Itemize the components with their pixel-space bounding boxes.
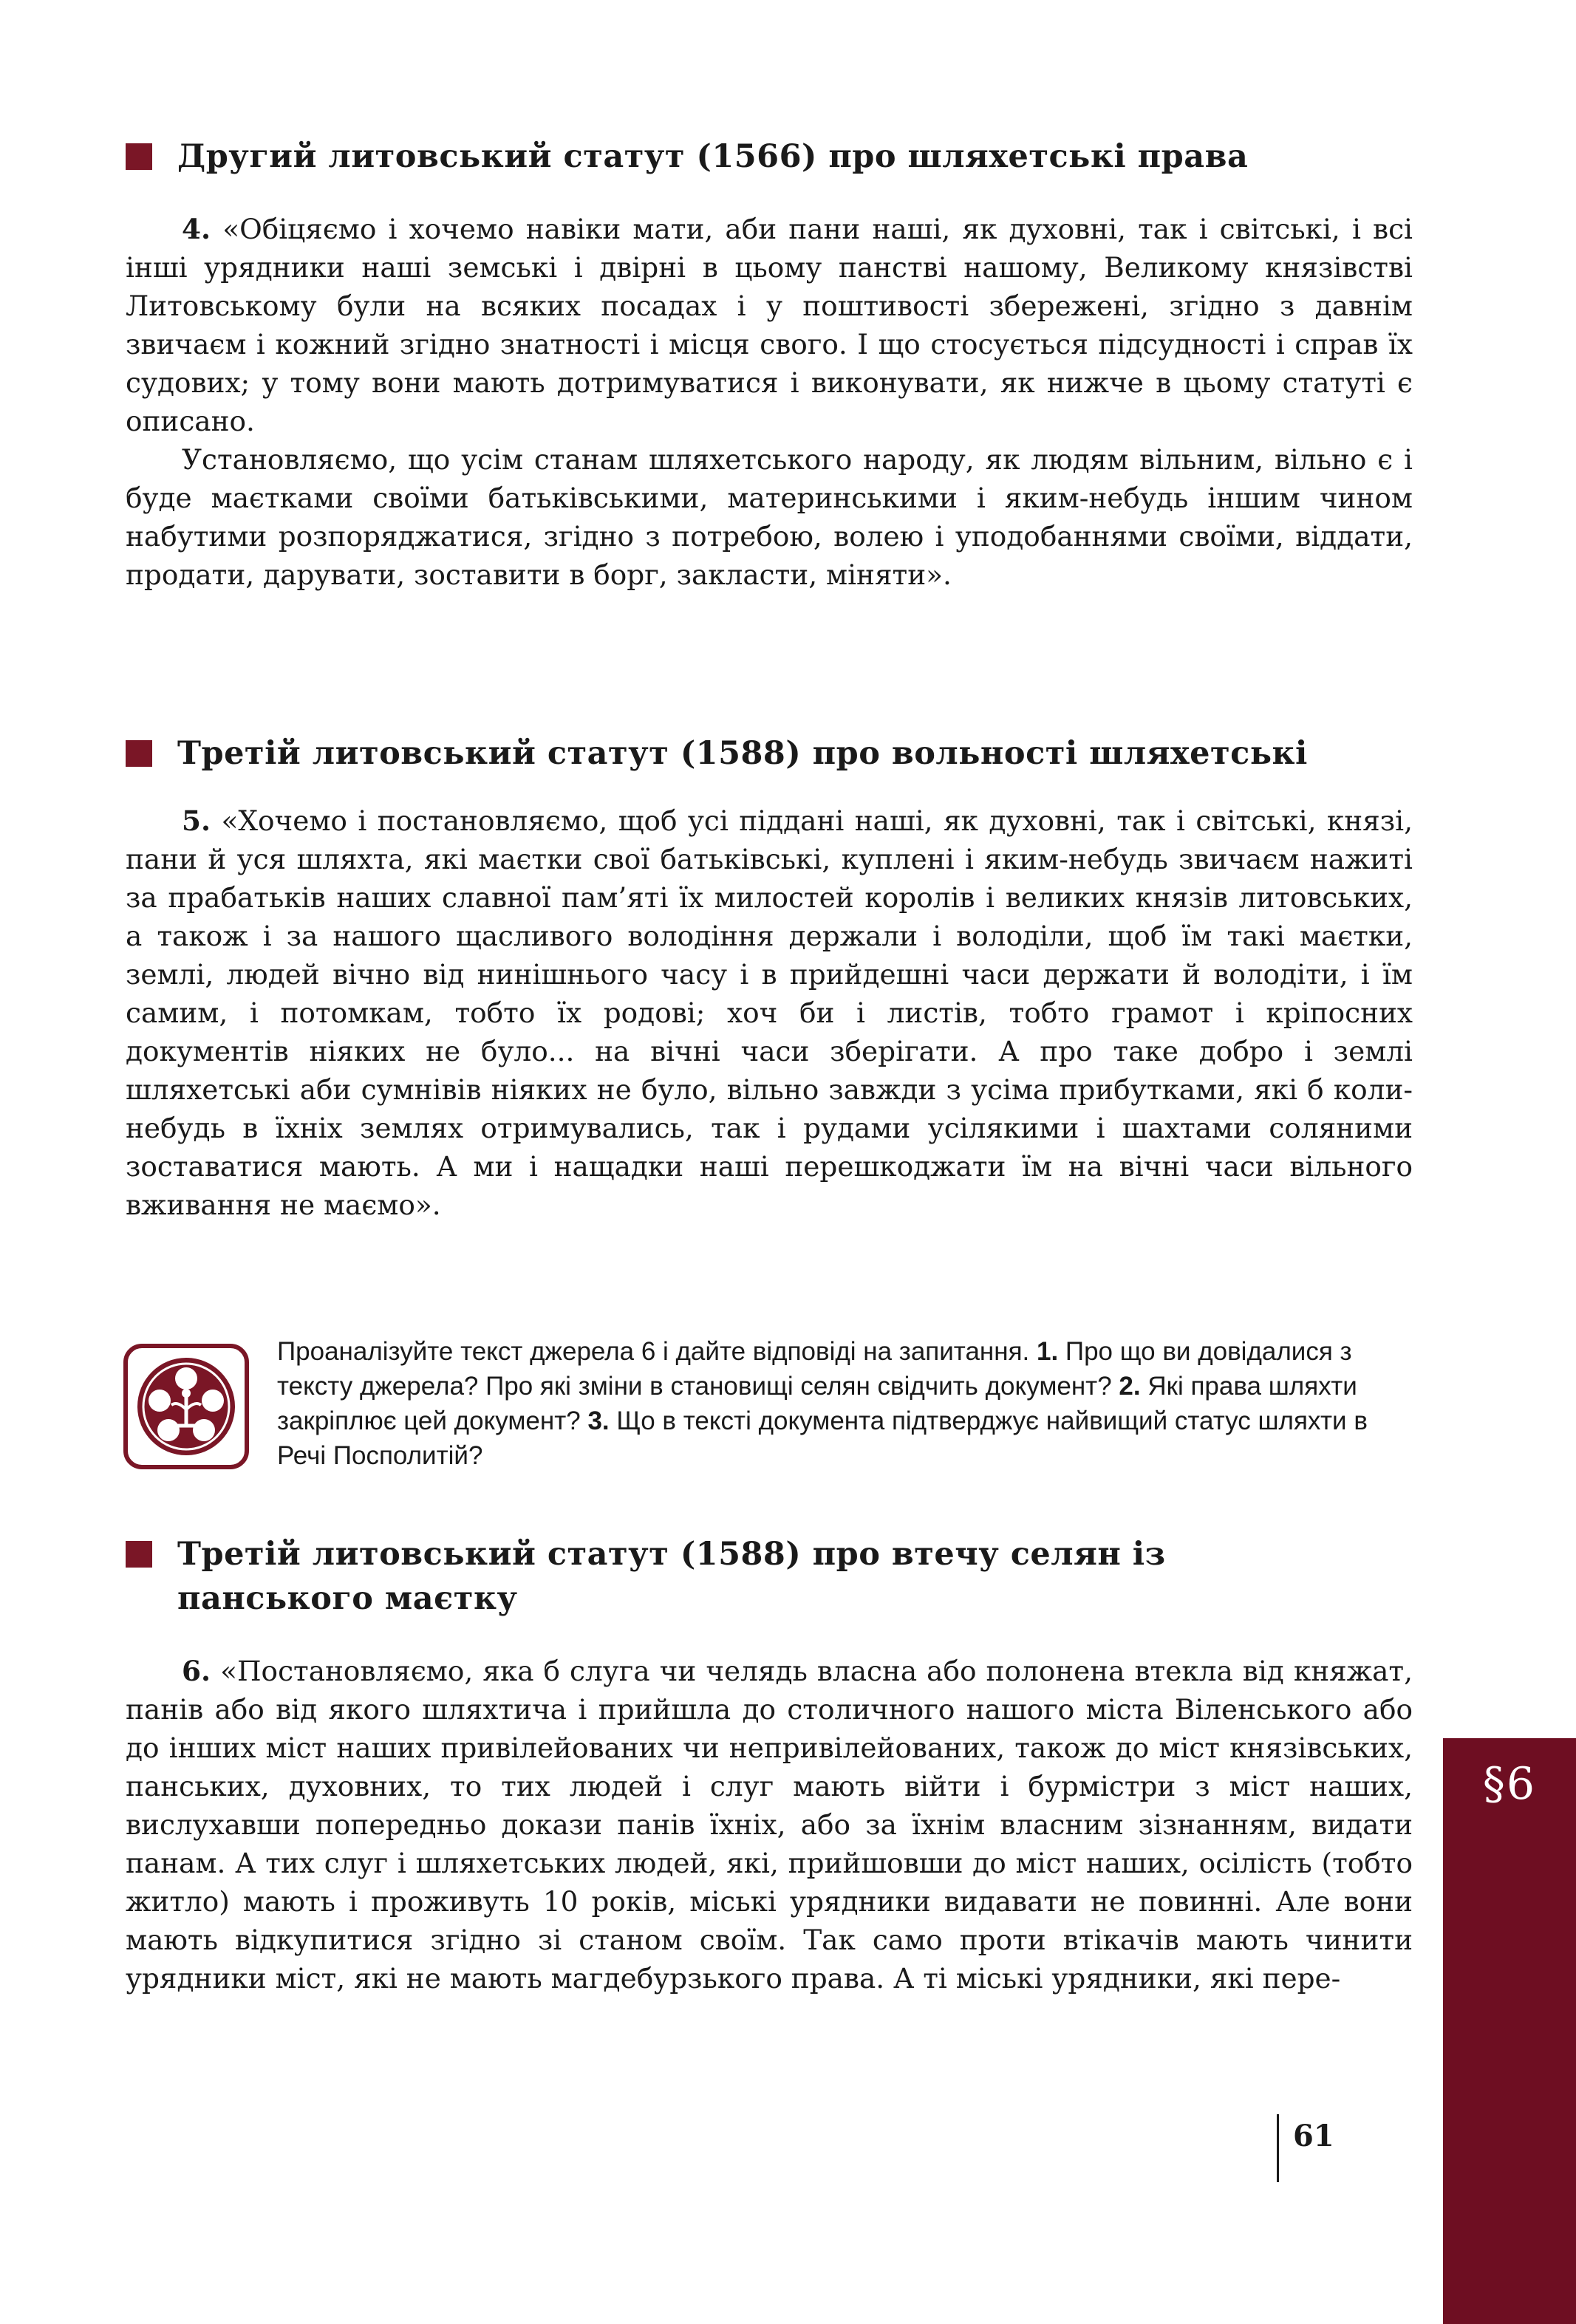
source-text-5	[126, 802, 1413, 1224]
heading-bullet-square	[126, 1541, 152, 1568]
question-number: 2.	[1119, 1372, 1141, 1401]
section-heading-statute-1566	[126, 134, 1426, 179]
source-number: 6.	[182, 1655, 211, 1687]
paragraph	[126, 210, 1413, 440]
question-text: Які права шляхти закріплює цей документ?	[277, 1372, 1357, 1435]
paragraph-text: Установляємо, що усім станам шляхетського народу, як людям вільним, вільно є і буде маєтками своїми батьківськими, материнськими і яким-небудь іншим чином набутими розпоряджатися, згідно з потребою, волею і уподобаннями своїми, віддати, продати, дарувати, зоставити в борг, закласти, міняти».	[126, 443, 1413, 591]
source-text-4	[126, 210, 1413, 594]
paragraph	[126, 440, 1413, 594]
question-text: Що в тексті документа підтверджує найвищий статус шляхти в Речі Посполитій?	[277, 1407, 1368, 1470]
paragraph-text: «Постановляємо, яка б слуга чи челядь власна або полонена втекла від княжат, панів або від якого шляхтича і прийшла до столичного нашого міста Віленського або до інших міст наших привілейованих чи непривілейованих, також до міст князівських, панських, духовних, то тих людей і слуг мають війти і бурмістри з міст наших, вислухавши попередньо докази панів їхніх, або за їхнім власним зізнанням, видати панам. А тих слуг і шляхетських людей, які, прийшовши до міст наших, осілість (тобто житло) мають і проживуть 10 років, міські урядники видавати не повинні. Але вони мають відкупитися згідно зі станом своїм. Так само проти втікачів мають чинити урядники міст, які не мають магдебурзького права. А ті міські урядники, які пере-	[126, 1655, 1413, 1995]
section-title: Третій литовський статут (1588) про втечу селян із панського маєтку	[177, 1536, 1166, 1617]
paragraph-marker: §6	[1482, 1758, 1537, 1810]
chapter-side-tab	[1443, 1738, 1576, 2324]
question-number: 3.	[587, 1407, 610, 1435]
page-number: 61	[1293, 2119, 1334, 2153]
heading-bullet-square	[126, 143, 152, 170]
source-text-6	[126, 1652, 1413, 1997]
paragraph	[126, 1652, 1413, 1997]
section-title: Другий литовський статут (1566) про шляхетські права	[177, 138, 1249, 175]
section-heading-statute-1588-liberties	[126, 731, 1426, 776]
paragraph-text: «Хочемо і постановляємо, щоб усі піддані наші, як духовні, так і світські, князі, пани й уся шляхта, які маєтки свої батьківські, куплені і яким-небудь звичаєм нажиті за прабатьків наших славної пам’яті їх милостей королів і великих князів литовських, а також і за нашого щасливого володіння держали і володіли, щоб їм такі маєтки, землі, людей вічно від нинішнього часу і в прийдешні часи держати й володіти, і їм самим, і потомкам, тобто їх родові; хоч би і листів, тобто грамот і кріпосних документів ніяких не було... на вічні часи зберігати. А про таке добро і землі шляхетські аби сумнівів ніяких не було, вільно завжди з усіма прибутками, які б коли-небудь в їхніх землях отримувались, так і рудами усілякими і шахтами соляними зоставатися мають. А ми і нащадки наші перешкоджати їм на вічні часи вільного вживання не маємо».	[126, 804, 1413, 1221]
analysis-emblem-icon	[123, 1343, 250, 1470]
source-number: 4.	[182, 213, 211, 245]
section-heading-statute-1588-peasants	[126, 1532, 1278, 1621]
question-text: Про що ви довідалися з тексту джерела? Про які зміни в становищі селян свідчить документ?	[277, 1337, 1352, 1401]
analysis-task	[277, 1334, 1415, 1473]
question-number: 1.	[1036, 1337, 1059, 1366]
section-title: Третій литовський статут (1588) про вольності шляхетські	[177, 735, 1308, 772]
page-number-divider	[1277, 2114, 1279, 2182]
paragraph	[126, 802, 1413, 1224]
source-number: 5.	[182, 804, 211, 837]
task-intro: Проаналізуйте текст джерела 6 і дайте відповіді на запитання.	[277, 1337, 1030, 1366]
paragraph-text: «Обіцяємо і хочемо навіки мати, аби пани наші, як духовні, так і світські, і всі інші урядники наші земські і двірні в цьому панстві нашому, Великому князівстві Литовському були на всяких посадах і у поштивості збережені, згідно з давнім звичаєм і кожний згідно знатності і місця свого. І що стосується підсудності і справ їх судових; у тому вони мають дотримуватися і виконувати, як нижче в цьому статуті є описано.	[126, 213, 1413, 437]
heading-bullet-square	[126, 740, 152, 767]
